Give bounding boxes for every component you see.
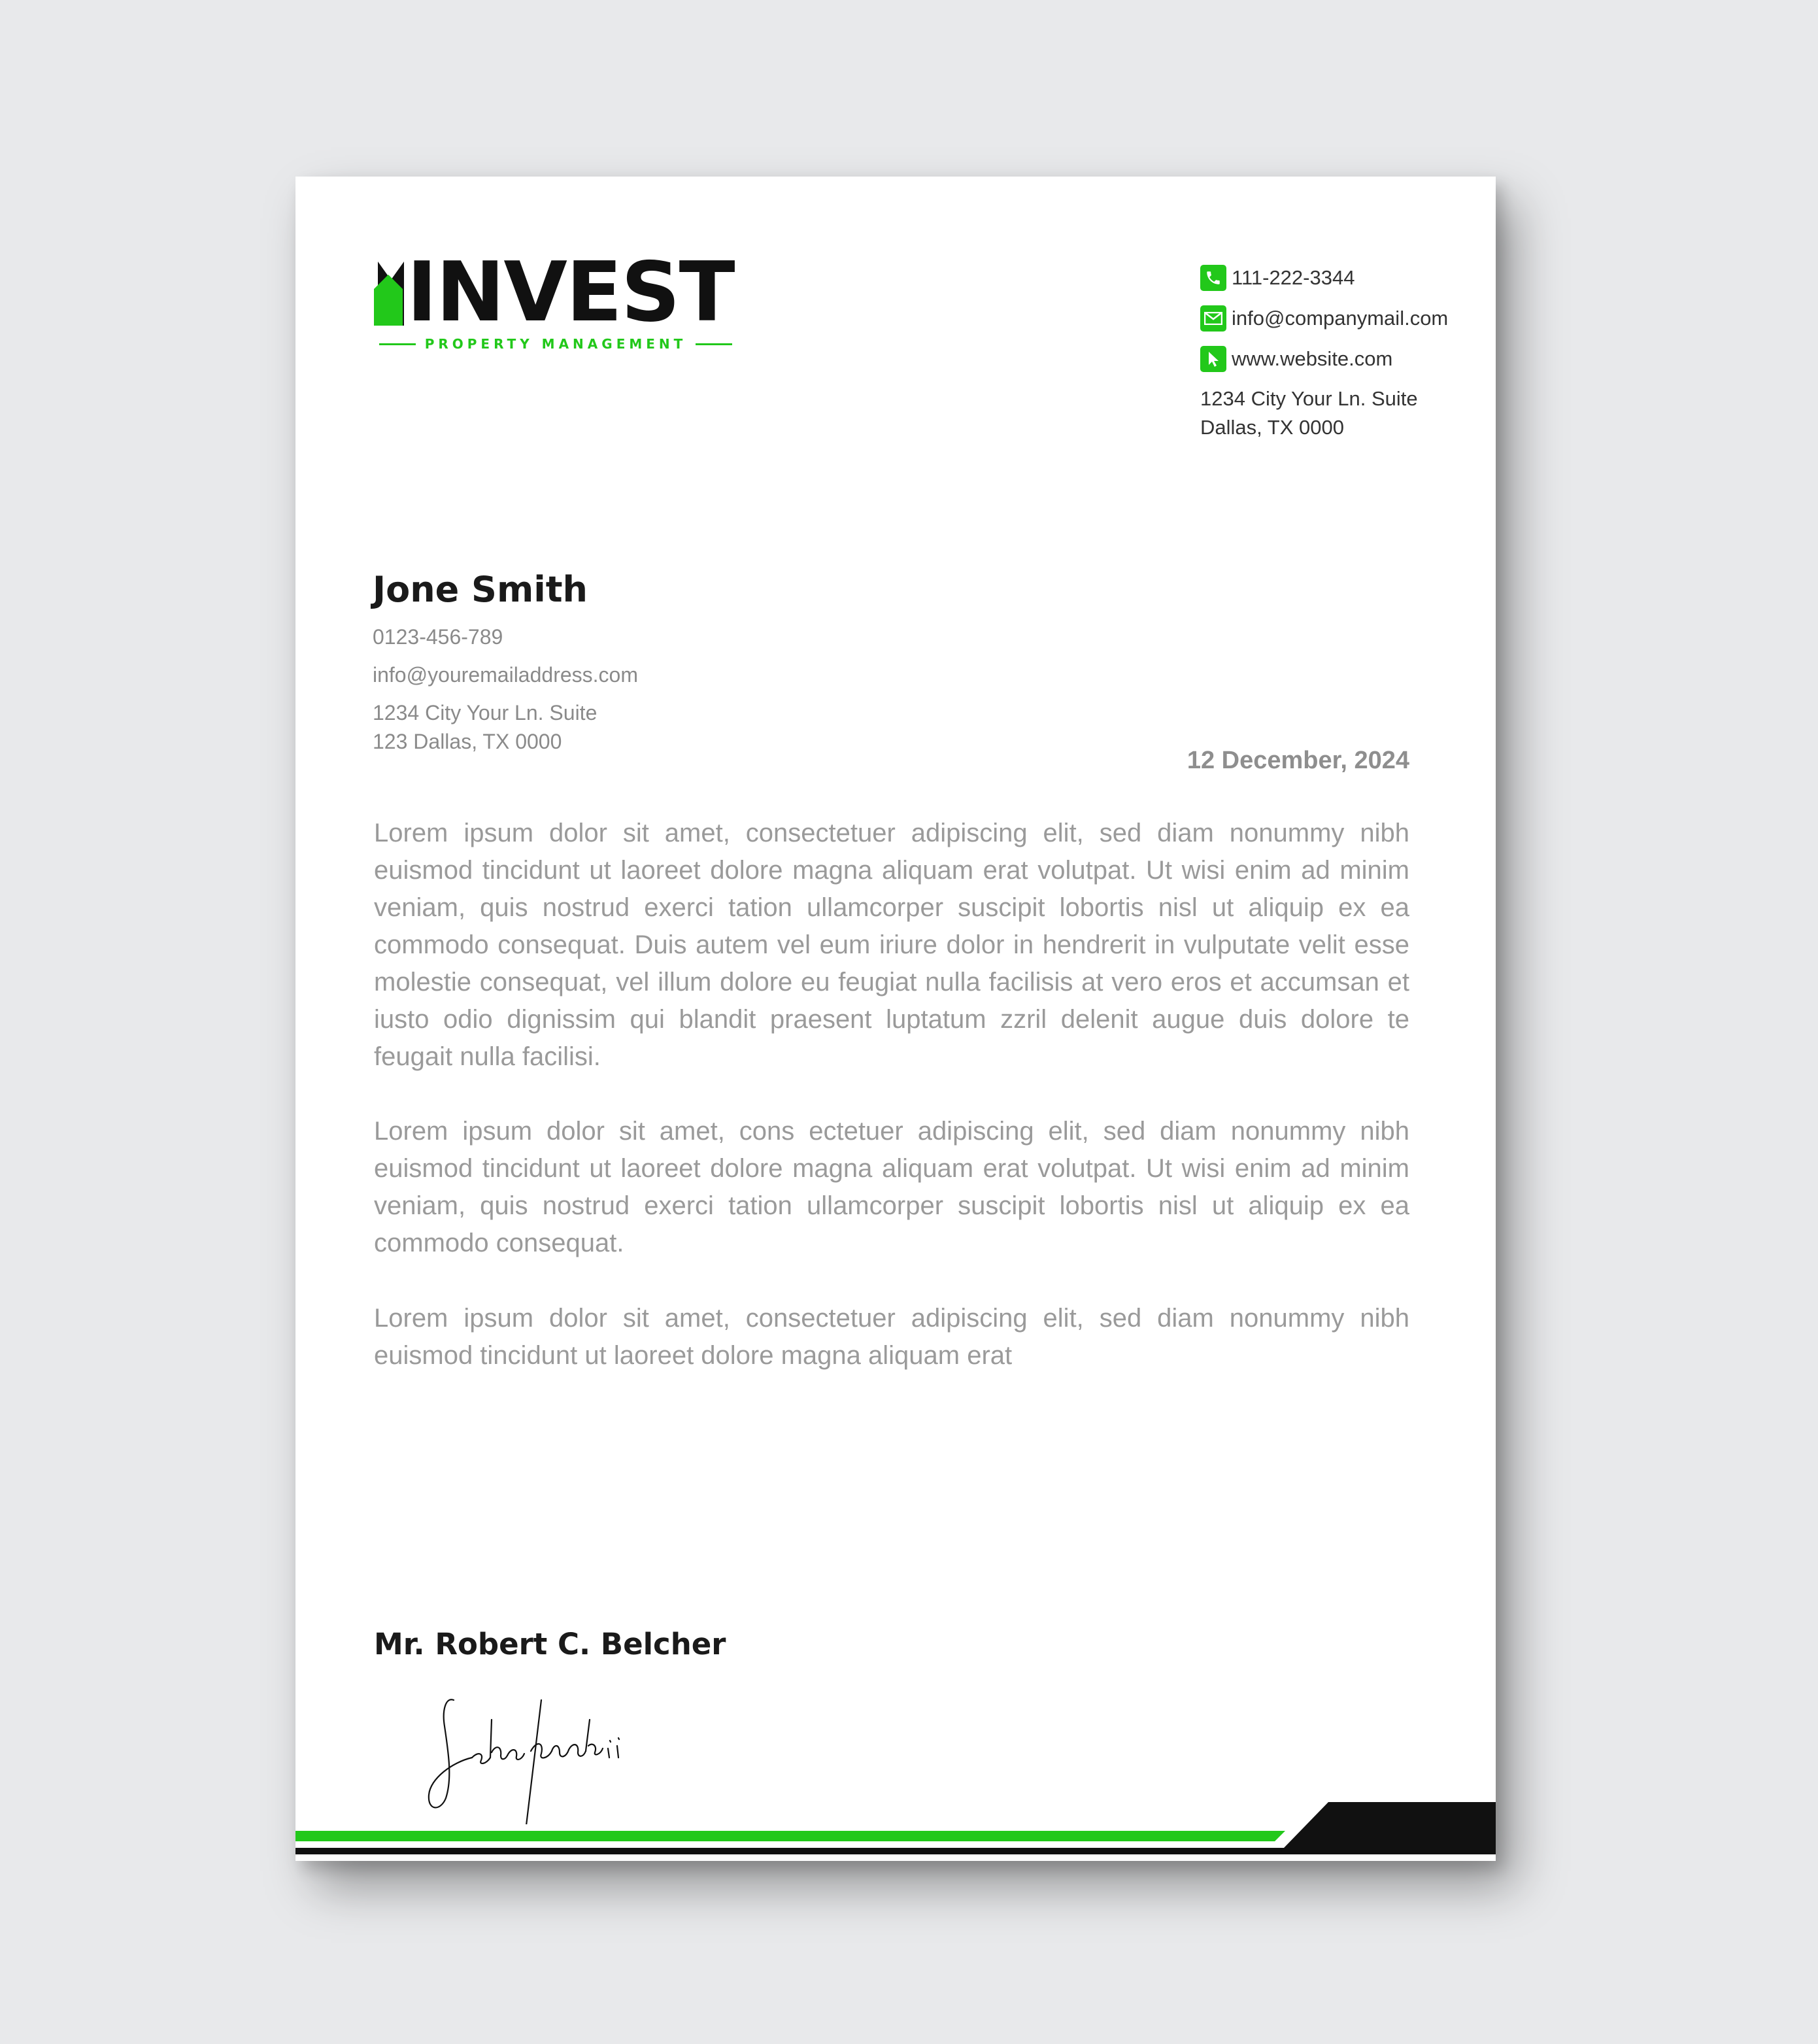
contact-phone-row bbox=[1200, 258, 1448, 298]
footer-decoration bbox=[295, 1802, 1496, 1861]
letter-date: 12 December, 2024 bbox=[1187, 747, 1409, 774]
contact-email-row bbox=[1200, 298, 1448, 339]
recipient-address-line2: 123 Dallas, TX 0000 bbox=[373, 730, 562, 753]
company-address-line1: 1234 City Your Ln. Suite bbox=[1200, 387, 1418, 410]
recipient-name: Jone Smith bbox=[373, 569, 588, 610]
body-paragraph-1: Lorem ipsum dolor sit amet, consectetuer adipiscing elit, sed diam nonummy nibh euismod tincidunt ut laoreet dolore magna aliquam erat volutpat. Ut wisi enim ad minim veniam, quis nostrud exerci tation ullamcorper suscipit lobortis nisl ut aliquip ex ea commodo consequat. Duis autem vel eum iriure dolor in hendrerit in vulputate velit esse molestie consequat, vel illum dolore eu feugiat nulla facilisis at vero eros et accumsan et iusto odio dignissim qui blandit praesent luptatum zzril delenit augue duis dolore te feugait nulla facilisi. bbox=[374, 819, 1409, 1071]
tagline-rule-right bbox=[696, 343, 732, 345]
recipient-email: info@youremailaddress.com bbox=[373, 663, 638, 687]
company-email[interactable]: info@companymail.com bbox=[1232, 307, 1449, 330]
company-logo bbox=[374, 244, 753, 352]
tagline-rule-left bbox=[379, 343, 416, 345]
phone-icon bbox=[1200, 265, 1226, 291]
company-address-line2: Dallas, TX 0000 bbox=[1200, 416, 1344, 439]
company-website[interactable]: www.website.com bbox=[1232, 347, 1393, 370]
company-address bbox=[1200, 384, 1418, 442]
logo-tagline: PROPERTY MANAGEMENT bbox=[424, 336, 687, 352]
mail-icon bbox=[1200, 305, 1226, 332]
cursor-icon bbox=[1200, 346, 1226, 372]
recipient-address-line1: 1234 City Your Ln. Suite bbox=[373, 701, 598, 724]
company-phone[interactable]: 111-222-3344 bbox=[1232, 266, 1355, 289]
logo-tagline-row bbox=[379, 336, 732, 352]
signer-name: Mr. Robert C. Belcher bbox=[374, 1627, 726, 1661]
recipient-phone: 0123-456-789 bbox=[373, 625, 503, 649]
body-paragraph-3: Lorem ipsum dolor sit amet, consectetuer adipiscing elit, sed diam nonummy nibh euismod tincidunt ut laoreet dolore magna aliquam erat bbox=[374, 1304, 1409, 1370]
logo-wordmark: INVEST bbox=[407, 244, 734, 340]
company-contact bbox=[1200, 258, 1448, 379]
contact-website-row bbox=[1200, 339, 1448, 379]
letterhead-page bbox=[295, 177, 1496, 1861]
body-paragraph-2: Lorem ipsum dolor sit amet, cons ectetuer adipiscing elit, sed diam nonummy nibh euismod tincidunt ut laoreet dolore magna aliquam erat volutpat. Ut wisi enim ad minim veniam, quis nostrud exerci tation ullamcorper suscipit lobortis nisl ut aliquip ex ea commodo consequat. bbox=[374, 1117, 1409, 1257]
